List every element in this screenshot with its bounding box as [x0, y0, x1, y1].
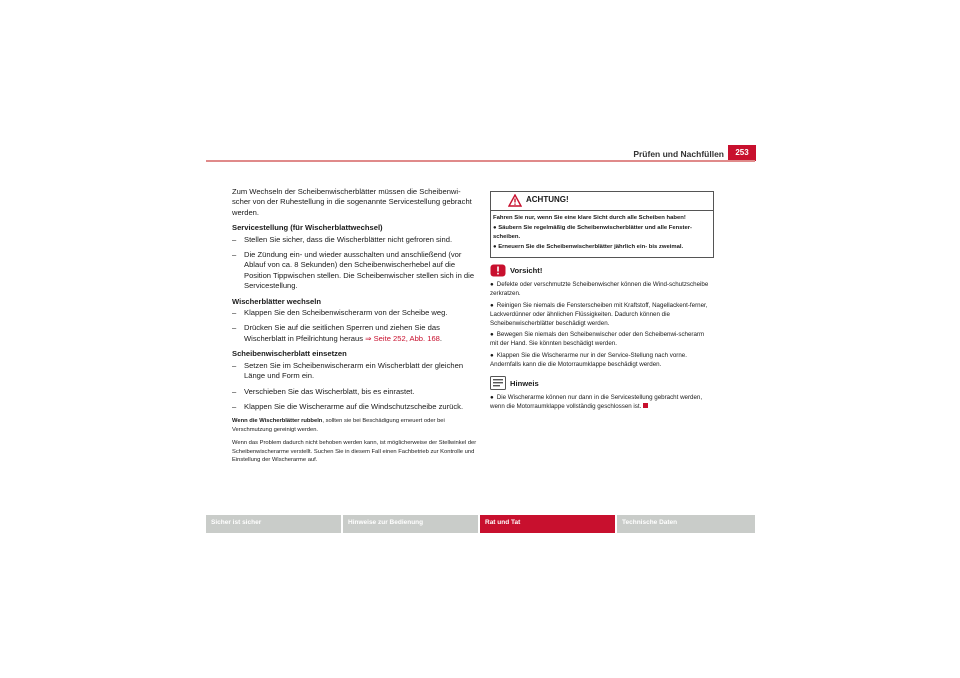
warning-title: ACHTUNG!: [526, 195, 569, 204]
step-item: [232, 308, 478, 318]
section-title-wischerblatt-einsetzen: Scheibenwischerblatt einsetzen: [232, 349, 347, 359]
step-item: [232, 250, 478, 292]
step-text: Die Zündung ein- und wieder ausschalten und anschließend (vor Ablauf von ca. 8 Sekunden) den Scheibenwischerhebel auf die Position Tippwischen stellen. Die Scheibenwischer stellen sich in die Servicestellung.: [244, 250, 475, 291]
step-item: [232, 402, 478, 412]
step-dash: –: [232, 323, 237, 333]
tab-label: Hinweise zur Bedienung: [348, 519, 424, 526]
step-text: Stellen Sie sicher, dass die Wischerblätter nicht gefroren sind.: [244, 234, 453, 244]
section-title-servicestellung: Servicestellung (für Wischerblattwechsel): [232, 223, 383, 233]
bullet-icon: ●: [490, 394, 494, 402]
caution-bullet-text: Reinigen Sie niemals die Fensterscheiben mit Kraftstoff, Nagellackent-ferner, Lackverdünner oder ähnlichen Flüssigkeiten. Dadurch können die Scheibenwischerblätter beschädigt werden.: [490, 302, 708, 327]
bullet-icon: ●: [493, 225, 497, 232]
tab-sicher-ist-sicher[interactable]: [206, 515, 341, 533]
step-text-main: Drücken Sie auf die seitlichen Sperren und ziehen Sie das Wischerblatt in Pfeilrichtung heraus: [244, 323, 440, 343]
page-number: 253: [728, 145, 756, 161]
caution-title: Vorsicht!: [510, 266, 543, 276]
step-item: [232, 235, 478, 245]
tab-label: Technische Daten: [622, 519, 678, 526]
warning-triangle-icon: [508, 194, 522, 211]
step-dash: –: [232, 386, 237, 396]
caution-header: [490, 264, 714, 280]
step-dash: –: [232, 308, 237, 318]
bullet-icon: ●: [493, 244, 497, 251]
intro-paragraph: Zum Wechseln der Scheibenwischerblätter müssen die Scheibenwi-scher von der Ruhestellung in die sogenannte Servicestellung gebracht werden.: [232, 187, 472, 217]
header-rule: [206, 160, 755, 162]
step-item: [232, 323, 478, 344]
tab-rat-und-tat[interactable]: [480, 515, 615, 533]
bullet-icon: ●: [490, 352, 494, 359]
page-reference-link[interactable]: ⇒ Seite 252, Abb. 168: [365, 333, 440, 343]
step-text: Klappen Sie die Wischerarme auf die Windschutzscheibe zurück.: [244, 401, 464, 411]
caution-bullet-text: Bewegen Sie niemals den Scheibenwischer oder den Scheibenwi-scherarm mit der Hand. Sie könnten beschädigt werden.: [490, 331, 705, 348]
bullet-icon: ●: [490, 302, 494, 310]
bullet-icon: ●: [490, 331, 494, 339]
step-text: Setzen Sie im Scheibenwischerarm ein Wischerblatt der gleichen Länge und Form ein.: [244, 360, 464, 381]
caution-bullet: [490, 281, 714, 299]
caution-bullet: [490, 352, 714, 370]
note-paragraph: [232, 417, 478, 434]
tab-hinweise-zur-bedienung[interactable]: [343, 515, 478, 533]
tab-technische-daten[interactable]: [617, 515, 755, 533]
warning-line: Fahren Sie nur, wenn Sie eine klare Sicht durch alle Scheiben haben!: [493, 215, 686, 221]
warning-body: [491, 211, 713, 257]
note-lead: Wenn die Wischerblätter rubbeln: [232, 418, 323, 425]
step-dash: –: [232, 250, 237, 260]
step-item: [232, 361, 478, 382]
step-dash: –: [232, 234, 237, 244]
step-text: Klappen Sie den Scheibenwischerarm von der Scheibe weg.: [244, 308, 448, 318]
caution-bullet: [490, 302, 714, 328]
step-text-end: .: [439, 333, 443, 343]
hint-bullet-text: Die Wischerarme können nur dann in die Servicestellung gebracht werden, wenn die Motorraumklappe vollständig geschlossen ist.: [490, 394, 703, 411]
tab-label: Sicher ist sicher: [211, 519, 262, 526]
section-title-wischerblaetter-wechseln: Wischerblätter wechseln: [232, 296, 321, 306]
hint-title: Hinweis: [510, 378, 539, 388]
caution-bullet-text: Klappen Sie die Wischerarme nur in der Service-Stellung nach vorne. Andernfalls kann die die Motorraumklappe beschädigt werden.: [490, 352, 687, 368]
right-column: [490, 191, 714, 415]
caution-icon: [490, 264, 506, 280]
caution-bullet: [490, 331, 714, 349]
left-column: [232, 187, 478, 469]
step-text: [244, 323, 478, 344]
hint-bullet: [490, 394, 714, 412]
step-text: Verschieben Sie das Wischerblatt, bis es einrastet.: [244, 386, 415, 396]
tab-label: Rat und Tat: [485, 519, 521, 526]
note-text: , sollten sie bei Beschädigung erneuert oder bei Verschmutzung gereinigt werden.: [232, 418, 445, 433]
bullet-icon: ●: [490, 281, 494, 289]
warning-bullet: [493, 243, 711, 251]
note-paragraph: Wenn das Problem dadurch nicht behoben werden kann, ist möglicherweise der Stellwinkel der Scheibenwischerarme verstellt. Suchen Sie in diesem Fall einen Fachbetrieb zur Kontrolle und Einstellung der Wischerarme auf.: [232, 440, 477, 463]
warning-bullet-text: Säubern Sie regelmäßig die Scheibenwischerblätter und alle Fenster-scheiben.: [493, 225, 692, 240]
step-dash: –: [232, 360, 237, 370]
warning-header: [491, 192, 713, 211]
step-dash: –: [232, 401, 237, 411]
step-item: [232, 387, 478, 397]
warning-bullet-text: Erneuern Sie die Scheibenwischerblätter jährlich ein- bis zweimal.: [498, 244, 684, 251]
hint-header: [490, 376, 714, 393]
warning-box: [490, 191, 714, 258]
warning-bullet: [493, 224, 711, 241]
section-end-icon: [643, 403, 648, 408]
hint-icon: [490, 376, 506, 393]
chapter-title: Prüfen und Nachfüllen: [633, 149, 724, 159]
caution-bullet-text: Defekte oder verschmutzte Scheibenwischer können die Wind-schutzscheibe zerkratzen.: [490, 281, 709, 298]
